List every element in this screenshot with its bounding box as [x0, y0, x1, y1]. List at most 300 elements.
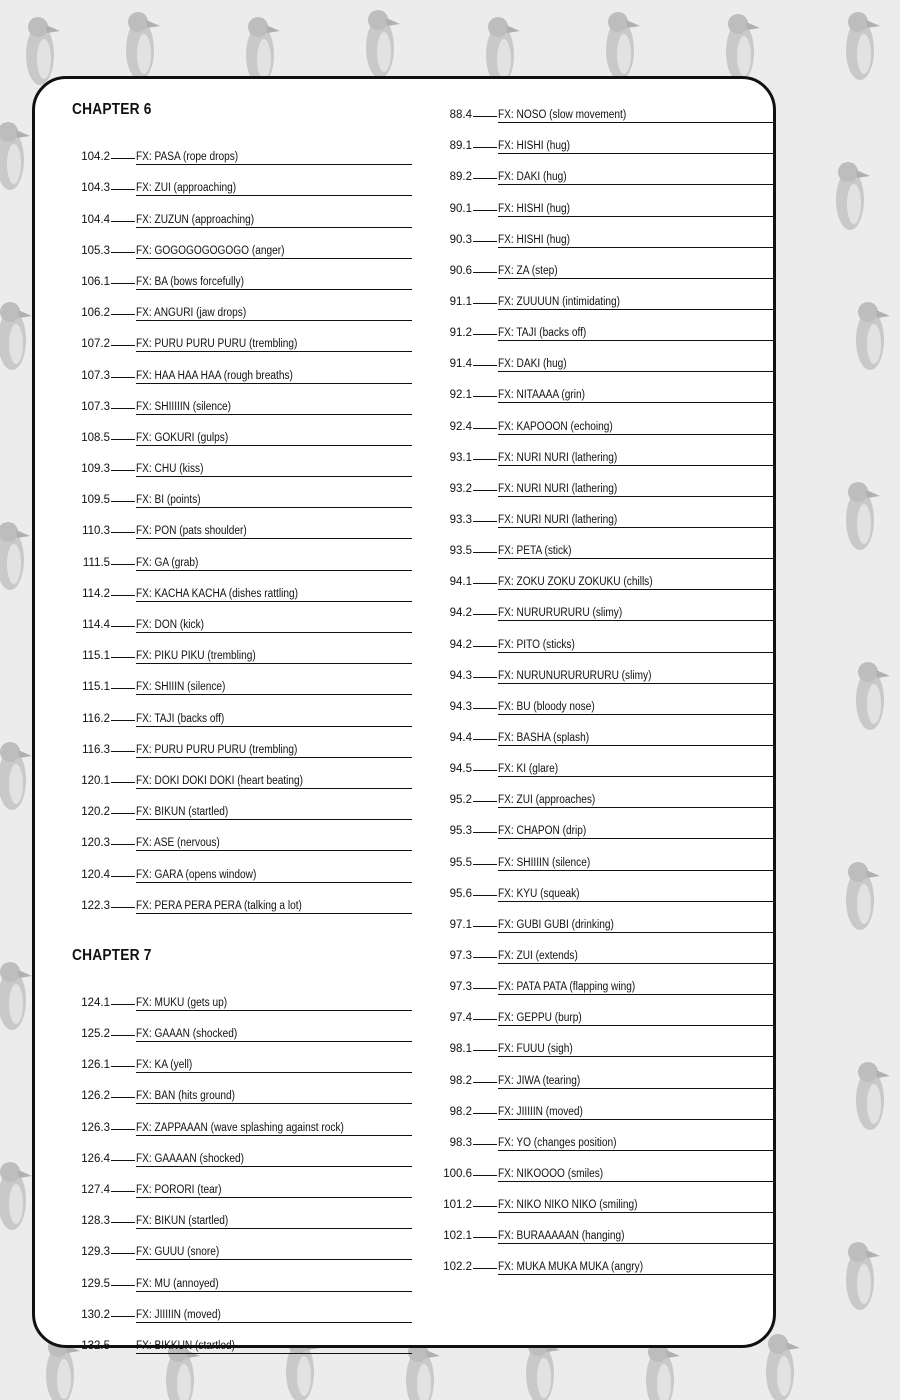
fx-line [136, 775, 412, 789]
fx-line [498, 109, 774, 123]
page-number: 126.4 [81, 1152, 110, 1165]
fx-text: FX: BURAAAAAN (hanging) [498, 1230, 625, 1243]
fx-line [136, 1340, 412, 1354]
fx-line [498, 265, 774, 279]
list-item [72, 664, 412, 695]
fx-text: FX: PATA PATA (flapping wing) [498, 981, 636, 994]
page-number: 98.2 [449, 1074, 472, 1087]
fx-line [136, 650, 412, 664]
page-number: 93.5 [449, 545, 472, 558]
leader-line [473, 459, 497, 460]
fx-line [498, 1168, 774, 1182]
fx-line [498, 1106, 774, 1120]
page-number: 129.3 [81, 1246, 110, 1259]
list-item [72, 1104, 412, 1135]
fx-text: FX: NURURURURU (slimy) [498, 607, 623, 620]
list-item [72, 1323, 412, 1354]
leader-line [111, 1035, 135, 1036]
leader-line [473, 178, 497, 179]
page-number: 120.4 [81, 868, 110, 881]
fx-text: FX: BA (bows forcefully) [136, 275, 244, 288]
page-number: 90.3 [449, 233, 472, 246]
chapter-7-title: CHAPTER 7 [72, 946, 152, 964]
list-item [72, 508, 412, 539]
list-item [434, 590, 774, 621]
fx-text: FX: PERA PERA PERA (talking a lot) [136, 899, 302, 912]
list-item [434, 777, 774, 808]
list-item [72, 1198, 412, 1229]
leader-line [111, 876, 135, 877]
fx-text: FX: MUKU (gets up) [136, 996, 228, 1009]
leader-line [473, 241, 497, 242]
leader-line [111, 1129, 135, 1130]
fx-line [136, 1090, 412, 1104]
fx-line [498, 701, 774, 715]
fx-line [498, 358, 774, 372]
fx-text: FX: BIKUN (startled) [136, 1215, 229, 1228]
fx-line [136, 401, 412, 415]
fx-text: FX: TAJI (backs off) [498, 327, 587, 340]
fx-text: FX: GOKURI (gulps) [136, 431, 229, 444]
fx-text: FX: ANGURI (jaw drops) [136, 307, 247, 320]
fx-line [498, 514, 774, 528]
page-number: 108.5 [81, 431, 110, 444]
page-number: 109.3 [81, 463, 110, 476]
fx-line [136, 900, 412, 914]
page-number: 100.6 [443, 1167, 472, 1180]
list-item [434, 1244, 774, 1275]
fx-line [136, 245, 412, 259]
fx-text: FX: DAKI (hug) [498, 171, 567, 184]
fx-text: FX: GAAAAN (shocked) [136, 1152, 244, 1165]
page-number: 94.3 [449, 700, 472, 713]
page-number: 89.1 [449, 140, 472, 153]
page-number: 104.4 [81, 213, 110, 226]
page-number: 89.2 [449, 171, 472, 184]
leader-line [111, 595, 135, 596]
fx-line [136, 370, 412, 384]
list-item [72, 571, 412, 602]
leader-line [111, 501, 135, 502]
fx-line [136, 1278, 412, 1292]
fx-line [136, 557, 412, 571]
page-number: 124.1 [81, 996, 110, 1009]
fx-text: FX: HISHI (hug) [498, 140, 570, 153]
page-number: 107.2 [81, 338, 110, 351]
page-number: 126.1 [81, 1059, 110, 1072]
leader-line [473, 708, 497, 709]
page-number: 126.3 [81, 1121, 110, 1134]
fx-text: FX: GAAAN (shocked) [136, 1028, 238, 1041]
leader-line [473, 334, 497, 335]
fx-text: FX: ZA (step) [498, 264, 558, 277]
leader-line [473, 895, 497, 896]
fx-line [136, 1184, 412, 1198]
fx-line [136, 338, 412, 352]
fx-text: FX: CHU (kiss) [136, 463, 204, 476]
leader-line [111, 1347, 135, 1348]
leader-line [111, 1160, 135, 1161]
page-number: 129.5 [81, 1277, 110, 1290]
fx-line [498, 763, 774, 777]
fx-line [498, 888, 774, 902]
leader-line [473, 365, 497, 366]
leader-line [473, 1206, 497, 1207]
list-item [72, 602, 412, 633]
fx-text: FX: BI (points) [136, 494, 201, 507]
list-item [434, 715, 774, 746]
leader-line [111, 439, 135, 440]
fx-text: FX: HAA HAA HAA (rough breaths) [136, 369, 293, 382]
fx-line [498, 296, 774, 310]
leader-line [111, 1004, 135, 1005]
leader-line [473, 801, 497, 802]
fx-text: FX: ZUUUUN (intimidating) [498, 295, 621, 308]
fx-line [136, 588, 412, 602]
page-number: 97.3 [449, 949, 472, 962]
page-number: 116.2 [82, 712, 110, 725]
list-item [72, 539, 412, 570]
fx-text: FX: PETA (stick) [498, 545, 572, 558]
list-item [72, 321, 412, 352]
fx-line [136, 276, 412, 290]
fx-line [498, 639, 774, 653]
page-number: 110.3 [82, 525, 110, 538]
page-number: 97.1 [449, 918, 472, 931]
leader-line [111, 470, 135, 471]
list-item [434, 995, 774, 1026]
list-item [434, 1213, 774, 1244]
fx-line [498, 1137, 774, 1151]
page-number: 88.4 [449, 109, 472, 122]
page-number: 91.4 [449, 358, 472, 371]
fx-line [136, 1215, 412, 1229]
page-number: 94.5 [449, 763, 472, 776]
fx-line [136, 806, 412, 820]
fx-text: FX: BU (bloody nose) [498, 700, 595, 713]
leader-line [473, 272, 497, 273]
page-number: 102.1 [443, 1230, 472, 1243]
list-item [72, 758, 412, 789]
page-number: 111.5 [82, 556, 110, 569]
page-number: 91.1 [449, 295, 472, 308]
leader-line [473, 147, 497, 148]
page-number: 95.2 [449, 794, 472, 807]
list-item [434, 871, 774, 902]
fx-line [136, 997, 412, 1011]
list-item [434, 248, 774, 279]
fx-text: FX: PON (pats shoulder) [136, 525, 247, 538]
fx-line [498, 794, 774, 808]
list-item [72, 290, 412, 321]
fx-text: FX: GEPPU (burp) [498, 1012, 582, 1025]
page-number: 92.1 [449, 389, 472, 402]
list-item [72, 633, 412, 664]
continued-list [434, 92, 774, 1275]
chapter-6-list [72, 134, 412, 914]
list-item [434, 435, 774, 466]
fx-line [498, 1261, 774, 1275]
list-item [72, 980, 412, 1011]
fx-text: FX: ZUI (approaches) [498, 794, 596, 807]
fx-line [498, 234, 774, 248]
fx-line [136, 1246, 412, 1260]
fx-line [136, 713, 412, 727]
page-number: 132.5 [81, 1339, 110, 1352]
page-number: 109.5 [81, 494, 110, 507]
fx-text: FX: BIKUN (startled) [136, 806, 229, 819]
list-item [434, 653, 774, 684]
fx-text: FX: PURU PURU PURU (trembling) [136, 743, 298, 756]
page-number: 116.3 [82, 743, 110, 756]
fx-text: FX: ZOKU ZOKU ZOKUKU (chills) [498, 576, 653, 589]
fx-text: FX: ZUI (approaching) [136, 182, 237, 195]
fx-text: FX: DON (kick) [136, 619, 205, 631]
list-item [72, 352, 412, 383]
leader-line [473, 614, 497, 615]
fx-line [498, 857, 774, 871]
fx-text: FX: TAJI (backs off) [136, 712, 225, 725]
leader-line [111, 345, 135, 346]
list-item [434, 1057, 774, 1088]
leader-line [111, 688, 135, 689]
fx-line [136, 1153, 412, 1167]
leader-line [473, 1082, 497, 1083]
fx-text: FX: SHIIIIIN (silence) [136, 400, 232, 413]
list-item [434, 310, 774, 341]
fx-line [136, 151, 412, 165]
list-item [434, 92, 774, 123]
fx-line [136, 1309, 412, 1323]
page-number: 120.1 [81, 774, 110, 787]
page-number: 106.1 [81, 275, 110, 288]
leader-line [473, 1019, 497, 1020]
fx-text: FX: GUBI GUBI (drinking) [498, 918, 614, 931]
leader-line [111, 252, 135, 253]
chapter-7-list [72, 980, 412, 1354]
left-column [72, 100, 412, 1354]
page-number: 94.2 [449, 607, 472, 620]
fx-line [498, 732, 774, 746]
fx-line [498, 825, 774, 839]
fx-line [498, 1199, 774, 1213]
list-item [434, 902, 774, 933]
page-number: 120.2 [81, 806, 110, 819]
fx-text: FX: JIWA (tearing) [498, 1074, 581, 1087]
leader-line [111, 1097, 135, 1098]
fx-text: FX: NURI NURI (lathering) [498, 451, 618, 464]
list-item [72, 1229, 412, 1260]
fx-line [498, 919, 774, 933]
list-item [72, 820, 412, 851]
leader-line [473, 1268, 497, 1269]
page-number: 106.2 [81, 307, 110, 320]
fx-text: FX: CHAPON (drip) [498, 825, 587, 838]
fx-line [136, 744, 412, 758]
fx-line [136, 1059, 412, 1073]
fx-line [498, 545, 774, 559]
page-number: 120.3 [81, 837, 110, 850]
fx-line [498, 576, 774, 590]
fx-text: FX: NOSO (slow movement) [498, 109, 627, 122]
page-number: 107.3 [81, 400, 110, 413]
fx-text: FX: BASHA (splash) [498, 731, 590, 744]
fx-line [498, 483, 774, 497]
fx-text: FX: HISHI (hug) [498, 202, 570, 215]
page-number: 114.4 [82, 619, 110, 631]
list-item [434, 1182, 774, 1213]
fx-line [498, 327, 774, 341]
fx-text: FX: KI (glare) [498, 763, 559, 776]
list-item [72, 1167, 412, 1198]
fx-text: FX: JIIIIIN (moved) [498, 1105, 583, 1118]
list-item [72, 789, 412, 820]
list-item [434, 1151, 774, 1182]
list-item [434, 341, 774, 372]
page-number: 94.3 [449, 669, 472, 682]
leader-line [111, 314, 135, 315]
fx-text: FX: SHIIIN (silence) [136, 681, 226, 694]
list-item [434, 746, 774, 777]
leader-line [473, 832, 497, 833]
list-item [72, 384, 412, 415]
leader-line [473, 490, 497, 491]
list-item [434, 684, 774, 715]
list-item [434, 528, 774, 559]
leader-line [111, 1191, 135, 1192]
list-item [72, 134, 412, 165]
fx-text: FX: NIKO NIKO NIKO (smiling) [498, 1199, 638, 1212]
fx-text: FX: NIKOOOO (smiles) [498, 1167, 604, 1180]
fx-text: FX: ASE (nervous) [136, 837, 220, 850]
leader-line [111, 189, 135, 190]
fx-text: FX: ZUZUN (approaching) [136, 213, 255, 226]
leader-line [111, 1285, 135, 1286]
list-item [434, 372, 774, 403]
fx-text: FX: NITAAAA (grin) [498, 389, 585, 402]
page-number: 104.2 [81, 151, 110, 164]
list-item [434, 964, 774, 995]
fx-line [498, 171, 774, 185]
fx-line [498, 607, 774, 621]
page-number: 90.1 [449, 202, 472, 215]
fx-line [136, 869, 412, 883]
list-item [72, 883, 412, 914]
page-number: 97.4 [449, 1012, 472, 1025]
leader-line [473, 1237, 497, 1238]
fx-line [498, 670, 774, 684]
page-number: 98.1 [449, 1043, 472, 1056]
page-number: 92.4 [449, 420, 472, 433]
list-item [72, 228, 412, 259]
fx-text: FX: PURU PURU PURU (trembling) [136, 338, 298, 351]
page-number: 115.1 [82, 681, 110, 694]
list-item [434, 123, 774, 154]
leader-line [111, 1222, 135, 1223]
fx-line [136, 681, 412, 695]
leader-line [111, 564, 135, 565]
fx-text: FX: KAPOOON (echoing) [498, 420, 613, 433]
leader-line [111, 1066, 135, 1067]
fx-line [136, 837, 412, 851]
list-item [72, 1260, 412, 1291]
leader-line [473, 210, 497, 211]
page-number: 125.2 [81, 1028, 110, 1041]
list-item [72, 1011, 412, 1042]
list-item [434, 559, 774, 590]
leader-line [111, 813, 135, 814]
list-item [72, 695, 412, 726]
fx-text: FX: KA (yell) [136, 1059, 193, 1072]
leader-line [473, 864, 497, 865]
page-number: 104.3 [81, 182, 110, 195]
leader-line [473, 396, 497, 397]
fx-line [136, 1028, 412, 1042]
list-item [72, 1042, 412, 1073]
fx-text: FX: PITO (sticks) [498, 638, 575, 651]
leader-line [473, 1113, 497, 1114]
leader-line [111, 1316, 135, 1317]
leader-line [473, 957, 497, 958]
leader-line [473, 988, 497, 989]
fx-text: FX: FUUU (sigh) [498, 1043, 573, 1056]
list-item [434, 1120, 774, 1151]
fx-text: FX: PORORI (tear) [136, 1184, 222, 1196]
leader-line [111, 751, 135, 752]
fx-line [136, 182, 412, 196]
leader-line [473, 1050, 497, 1051]
fx-line [498, 203, 774, 217]
list-item [434, 279, 774, 310]
list-item [434, 1089, 774, 1120]
leader-line [111, 221, 135, 222]
fx-text: FX: ZUI (extends) [498, 949, 578, 962]
list-item [434, 154, 774, 185]
leader-line [473, 926, 497, 927]
leader-line [111, 720, 135, 721]
list-item [72, 196, 412, 227]
list-item [72, 1073, 412, 1104]
page-number: 93.3 [449, 513, 472, 526]
page-number: 98.2 [449, 1105, 472, 1118]
leader-line [473, 521, 497, 522]
page-number: 115.1 [82, 650, 110, 663]
leader-line [111, 283, 135, 284]
list-item [434, 621, 774, 652]
fx-line [498, 140, 774, 154]
list-item [434, 185, 774, 216]
fx-line [498, 1043, 774, 1057]
leader-line [473, 303, 497, 304]
fx-text: FX: SHIIIIN (silence) [498, 856, 591, 869]
page-number: 127.4 [81, 1184, 110, 1196]
leader-line [111, 377, 135, 378]
page-number: 93.2 [449, 482, 472, 495]
fx-line [498, 1012, 774, 1026]
list-item [72, 477, 412, 508]
list-item [72, 446, 412, 477]
leader-line [111, 844, 135, 845]
fx-line [498, 981, 774, 995]
fx-line [136, 619, 412, 633]
leader-line [111, 532, 135, 533]
fx-line [498, 950, 774, 964]
list-item [72, 165, 412, 196]
fx-text: FX: KYU (squeak) [498, 887, 580, 900]
fx-line [136, 463, 412, 477]
fx-text: FX: MU (annoyed) [136, 1277, 219, 1290]
leader-line [111, 657, 135, 658]
